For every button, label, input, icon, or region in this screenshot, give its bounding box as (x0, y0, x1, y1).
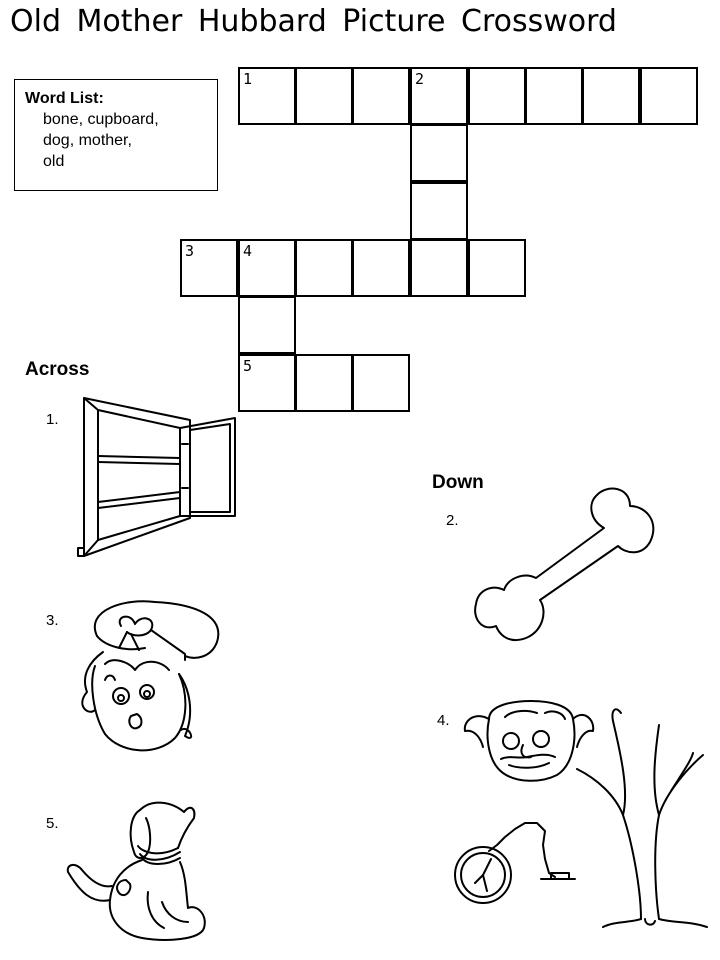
crossword-cell[interactable] (295, 67, 353, 125)
cell-number: 5 (243, 357, 253, 375)
word-list-box (14, 79, 218, 191)
crossword-cell[interactable] (410, 182, 468, 240)
cell-number: 4 (243, 242, 253, 260)
cell-number: 3 (185, 242, 195, 260)
dog-icon (62, 796, 222, 946)
crossword-cell[interactable] (295, 239, 353, 297)
crossword-cell[interactable] (468, 239, 526, 297)
crossword-cell[interactable] (582, 67, 640, 125)
clue-number-5: 5. (46, 815, 59, 832)
old-man-tree-watch-icon (445, 695, 715, 930)
crossword-cell[interactable] (180, 239, 238, 297)
clue-number-4: 4. (437, 712, 450, 729)
clue-number-2: 2. (446, 512, 459, 529)
crossword-cell[interactable] (238, 354, 296, 412)
crossword-cell[interactable] (352, 67, 410, 125)
clue-number-1: 1. (46, 411, 59, 428)
mother-icon (65, 596, 235, 761)
crossword-cell[interactable] (295, 354, 353, 412)
crossword-cell[interactable] (352, 354, 410, 412)
word-list-line: bone, cupboard, (43, 111, 159, 128)
crossword-cell[interactable] (468, 67, 526, 125)
word-list-line: dog, mother, (43, 132, 132, 149)
word-list-line: old (43, 153, 65, 170)
crossword-cell[interactable] (410, 239, 468, 297)
crossword-cell[interactable] (238, 296, 296, 354)
crossword-cell[interactable] (525, 67, 583, 125)
crossword-cell[interactable] (410, 124, 468, 182)
word-list-title: Word List: (25, 90, 104, 107)
cell-number: 1 (243, 70, 253, 88)
crossword-cell[interactable] (410, 67, 468, 125)
crossword-cell[interactable] (640, 67, 698, 125)
crossword-cell[interactable] (352, 239, 410, 297)
cupboard-icon (70, 388, 245, 563)
cell-number: 2 (415, 70, 425, 88)
down-heading: Down (432, 472, 484, 493)
clue-number-3: 3. (46, 612, 59, 629)
crossword-cell[interactable] (238, 67, 296, 125)
bone-icon (470, 482, 660, 654)
page-title: Old Mother Hubbard Picture Crossword (10, 4, 617, 39)
crossword-cell[interactable] (238, 239, 296, 297)
across-heading: Across (25, 359, 90, 380)
